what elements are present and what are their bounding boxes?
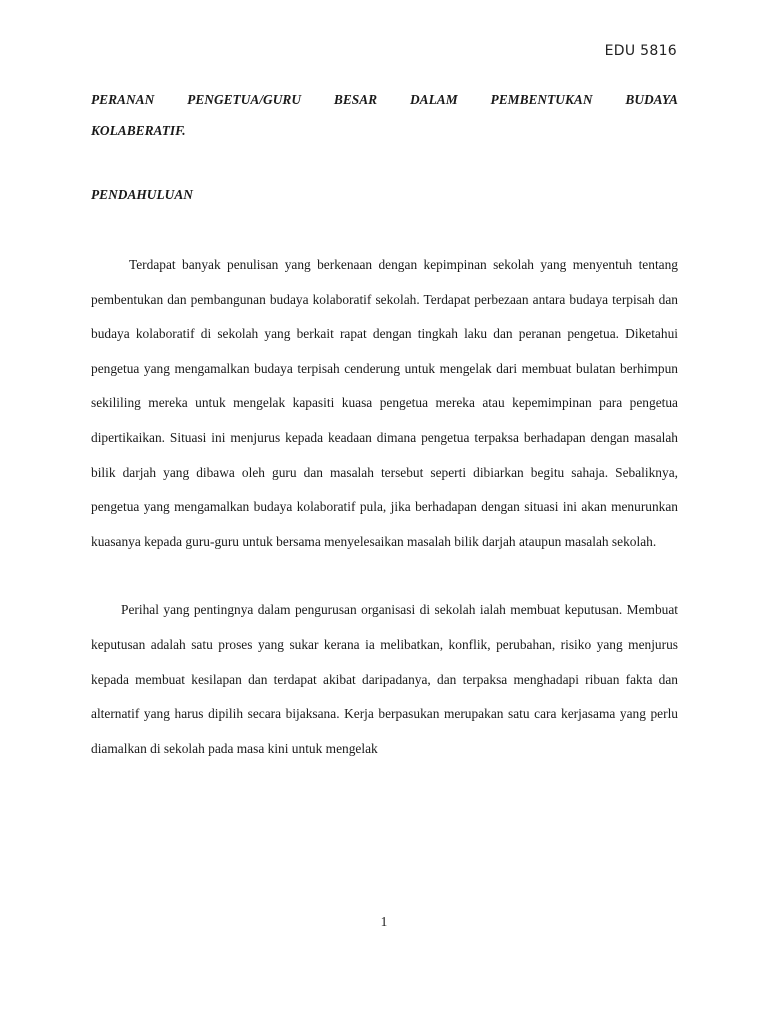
page-number: 1 bbox=[380, 914, 388, 929]
document-title-line-2: KOLABERATIF. bbox=[91, 123, 186, 138]
body-paragraph-1: Terdapat banyak penulisan yang berkenaan dengan kepimpinan sekolah yang menyentuh tentang pembentukan dan pembangunan budaya kolaboratif sekolah. Terdapat perbezaan antara budaya terpisah dan budaya kolaboratif di sekolah yang berkait rapat dengan tingkah laku dan peranan pengetua. Diketahui pengetua yang mengamalkan budaya terpisah cenderung untuk mengelak dari membuat bulatan berhimpun sekililing mereka untuk mengelak kapasiti kuasa pengetua mereka atau kepemimpinan para pengetua dipertikaikan. Situasi ini menjurus kepada keadaan dimana pengetua terpaksa berhadapan dengan masalah bilik darjah yang dibawa oleh guru dan masalah tersebut seperti dibiarkan begitu sahaja. Sebaliknya, pengetua yang mengamalkan budaya kolaboratif pula, jika berhadapan dengan situasi ini akan menurunkan kuasanya kepada guru-guru untuk bersama menyelesaikan masalah bilik darjah ataupun masalah sekolah. bbox=[91, 257, 678, 549]
document-title-line-1: PERANAN PENGETUA/GURU BESAR DALAM PEMBENTUKAN BUDAYA bbox=[91, 92, 678, 107]
page-body bbox=[91, 84, 678, 766]
course-code: EDU 5816 bbox=[604, 43, 677, 59]
body-paragraph-2: Perihal yang pentingnya dalam pengurusan organisasi di sekolah ialah membuat keputusan. Membuat keputusan adalah satu proses yang sukar kerana ia melibatkan, konflik, perubahan, risiko yang menjurus kepada membuat kesilapan dan terdapat akibat daripadanya, dan terpaksa menghadapi ribuan fakta dan alternatif yang harus dipilih secara bijaksana. Kerja berpasukan merupakan satu cara kerjasama yang perlu diamalkan di sekolah pada masa kini untuk mengelak bbox=[91, 602, 678, 756]
document-title bbox=[91, 84, 678, 146]
section-heading: PENDAHULUAN bbox=[91, 187, 193, 202]
